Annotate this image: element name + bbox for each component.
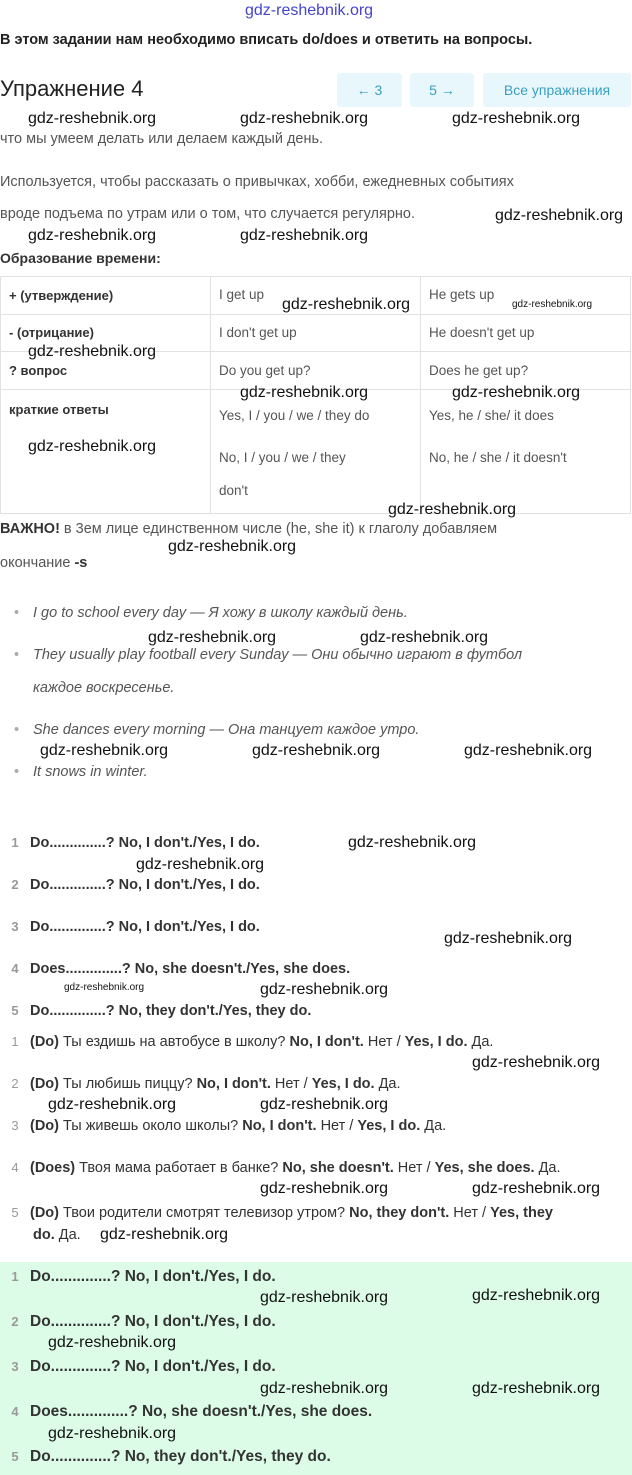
item-yes: Yes, I do. xyxy=(357,1118,421,1134)
table-cell: ? вопрос xyxy=(1,352,211,390)
list-item xyxy=(0,1358,276,1376)
watermark: gdz-reshebnik.org xyxy=(260,981,389,998)
watermark: gdz-reshebnik.org xyxy=(28,227,157,244)
item-yes: Yes, I do. xyxy=(311,1076,375,1092)
item-no-ru: Нет / xyxy=(270,1076,312,1092)
item-text: Do..............? No, I don't./Yes, I do. xyxy=(30,1358,276,1375)
watermark: gdz-reshebnik.org xyxy=(240,384,369,401)
watermark: gdz-reshebnik.org xyxy=(260,1180,389,1197)
item-number: 2 xyxy=(11,877,19,892)
item-number: 5 xyxy=(11,1205,19,1220)
watermark: gdz-reshebnik.org xyxy=(444,930,573,947)
watermark: gdz-reshebnik.org xyxy=(495,207,624,224)
table-cell: I get up xyxy=(211,277,421,315)
paragraph: Используется, чтобы рассказать о привычках, хобби, ежедневных событиях xyxy=(0,174,514,190)
watermark: gdz-reshebnik.org xyxy=(100,1226,229,1243)
item-number: 4 xyxy=(11,961,19,976)
watermark: gdz-reshebnik.org xyxy=(348,834,477,851)
watermark: gdz-reshebnik.org xyxy=(48,1425,177,1442)
watermark: gdz-reshebnik.org xyxy=(472,1287,601,1304)
watermark: gdz-reshebnik.org xyxy=(48,1334,177,1351)
list-item xyxy=(0,1160,561,1176)
watermark: gdz-reshebnik.org xyxy=(260,1096,389,1113)
item-aux: (Do) xyxy=(30,1076,59,1092)
list-item xyxy=(0,1076,401,1092)
example-item: • She dances every morning — Она танцует каждое утро. xyxy=(14,722,419,738)
item-number: 3 xyxy=(11,1359,19,1374)
watermark: gdz-reshebnik.org xyxy=(252,742,381,759)
table-cell: Do you get up? xyxy=(211,352,421,390)
table-cell: I don't get up xyxy=(211,315,421,352)
important-note-line2 xyxy=(0,555,87,571)
item-no: No, she doesn't. xyxy=(282,1160,394,1176)
list-item xyxy=(0,961,350,977)
watermark: gdz-reshebnik.org xyxy=(282,296,411,313)
table-cell: Yes, he / she/ it does xyxy=(429,408,554,423)
item-yes-ru: Да. xyxy=(467,1034,494,1050)
item-number: 4 xyxy=(11,1160,19,1175)
watermark: gdz-reshebnik.org xyxy=(168,538,297,555)
watermark: gdz-reshebnik.org xyxy=(245,2,374,19)
item-no-ru: Нет / xyxy=(316,1118,358,1134)
paragraph: вроде подъема по утрам или о том, что случается регулярно. xyxy=(0,206,416,222)
item-aux: (Does) xyxy=(30,1160,76,1176)
list-item xyxy=(0,1448,331,1466)
watermark: gdz-reshebnik.org xyxy=(136,856,265,873)
item-no-ru: Нет / xyxy=(393,1160,435,1176)
item-no: No, I don't. xyxy=(289,1034,364,1050)
table-cell: Does he get up? xyxy=(421,352,631,390)
item-number: 1 xyxy=(11,1269,19,1284)
item-yes: Yes, she does. xyxy=(434,1160,535,1176)
watermark: gdz-reshebnik.org xyxy=(40,742,169,759)
suffix: -s xyxy=(74,555,88,571)
watermark: gdz-reshebnik.org xyxy=(472,1380,601,1397)
important-text: в 3ем лице единственном числе (he, she it) к глаголу добавляем xyxy=(59,521,498,537)
watermark: gdz-reshebnik.org xyxy=(360,629,489,646)
item-no: No, they don't. xyxy=(349,1205,450,1221)
item-text: Do..............? No, I don't./Yes, I do. xyxy=(30,1268,276,1285)
table-cell: don't xyxy=(219,483,248,498)
all-exercises-button[interactable]: Все упражнения xyxy=(483,73,631,107)
item-text: Do..............? No, I don't./Yes, I do. xyxy=(30,877,260,893)
watermark: gdz-reshebnik.org xyxy=(260,1289,389,1306)
list-item xyxy=(0,1313,276,1331)
table-cell: + (утверждение) xyxy=(1,277,211,315)
table-cell: No, he / she / it doesn't xyxy=(429,450,567,465)
table-cell: Yes, I / you / we / they do xyxy=(219,408,370,423)
table-cell: - (отрицание) xyxy=(1,315,211,352)
item-number: 2 xyxy=(11,1314,19,1329)
item-aux: (Do) xyxy=(30,1118,59,1134)
page-title: Упражнение 4 xyxy=(0,76,144,101)
item-number: 1 xyxy=(11,835,19,850)
item-number: 5 xyxy=(11,1449,19,1464)
item-yes-ru: Да. xyxy=(420,1118,447,1134)
watermark: gdz-reshebnik.org xyxy=(452,110,581,127)
watermark: gdz-reshebnik.org xyxy=(28,438,157,455)
watermark: gdz-reshebnik.org xyxy=(64,982,145,993)
next-exercise-button[interactable]: 5 → xyxy=(410,73,474,107)
watermark: gdz-reshebnik.org xyxy=(464,742,593,759)
item-yes: Yes, I do. xyxy=(404,1034,468,1050)
watermark: gdz-reshebnik.org xyxy=(472,1180,601,1197)
example-item: • They usually play football every Sunday — Они обычно играют в футбол xyxy=(14,647,522,663)
item-question: Ты любишь пиццу? xyxy=(59,1076,197,1092)
item-yes-ru: Да. xyxy=(534,1160,561,1176)
item-text: Does..............? No, she doesn't./Yes, she does. xyxy=(30,961,351,977)
watermark: gdz-reshebnik.org xyxy=(240,227,369,244)
item-no: No, I don't. xyxy=(196,1076,271,1092)
watermark: gdz-reshebnik.org xyxy=(28,343,157,360)
list-item xyxy=(0,1003,311,1019)
watermark: gdz-reshebnik.org xyxy=(240,110,369,127)
item-question: Твои родители смотрят телевизор утром? xyxy=(59,1205,350,1221)
item-aux: (Do) xyxy=(30,1205,59,1221)
watermark: gdz-reshebnik.org xyxy=(48,1096,177,1113)
item-text: Does..............? No, she doesn't./Yes, she does. xyxy=(30,1403,373,1420)
list-item xyxy=(0,877,260,893)
item-yes-ru: Да. xyxy=(54,1227,81,1243)
watermark: gdz-reshebnik.org xyxy=(388,501,517,518)
item-no-ru: Нет / xyxy=(449,1205,491,1221)
item-text: Do..............? No, they don't./Yes, they do. xyxy=(30,1003,312,1019)
list-item xyxy=(0,919,260,935)
item-text: Do..............? No, they don't./Yes, they do. xyxy=(30,1448,331,1465)
intro-text: В этом задании нам необходимо вписать do/does и ответить на вопросы. xyxy=(0,32,533,48)
prev-exercise-button[interactable]: ← 3 xyxy=(337,73,402,107)
table-cell: He gets up xyxy=(421,277,631,315)
list-item xyxy=(0,1034,493,1050)
item-yes: Yes, they xyxy=(490,1205,553,1221)
formation-title: Образование времени: xyxy=(0,250,161,266)
table-cell: He doesn't get up xyxy=(421,315,631,352)
table-cell: No, I / you / we / they xyxy=(219,450,346,465)
watermark: gdz-reshebnik.org xyxy=(452,384,581,401)
watermark: gdz-reshebnik.org xyxy=(472,1054,601,1071)
watermark: gdz-reshebnik.org xyxy=(260,1380,389,1397)
important-label: ВАЖНО! xyxy=(0,521,60,537)
list-item xyxy=(0,1403,372,1421)
item-aux: (Do) xyxy=(30,1034,59,1050)
example-item: • I go to school every day — Я хожу в школу каждый день. xyxy=(14,605,408,621)
list-item xyxy=(0,1268,276,1286)
item-no-ru: Нет / xyxy=(363,1034,405,1050)
watermark: gdz-reshebnik.org xyxy=(512,299,593,310)
item-text: Do..............? No, I don't./Yes, I do. xyxy=(30,835,260,851)
item-number: 5 xyxy=(11,1003,19,1018)
table-cell: краткие ответы xyxy=(1,390,211,514)
item-text: Do..............? No, I don't./Yes, I do. xyxy=(30,1313,276,1330)
item-no: No, I don't. xyxy=(242,1118,317,1134)
important-note xyxy=(0,521,497,537)
item-number: 3 xyxy=(11,1118,19,1133)
important-text: окончание xyxy=(0,555,75,571)
item-question: Ты ездишь на автобусе в школу? xyxy=(59,1034,290,1050)
example-continuation: каждое воскресенье. xyxy=(33,680,175,696)
item-number: 2 xyxy=(11,1076,19,1091)
item-text: Do..............? No, I don't./Yes, I do. xyxy=(30,919,260,935)
list-item xyxy=(0,835,260,851)
example-item: • It snows in winter. xyxy=(14,764,148,780)
list-item xyxy=(0,1118,446,1134)
item-question: Ты живешь около школы? xyxy=(59,1118,243,1134)
item-number: 1 xyxy=(11,1034,19,1049)
item-question: Твоя мама работает в банке? xyxy=(75,1160,283,1176)
list-item xyxy=(0,1202,632,1246)
watermark: gdz-reshebnik.org xyxy=(148,629,277,646)
item-yes-ru: Да. xyxy=(374,1076,401,1092)
item-number: 3 xyxy=(11,919,19,934)
item-yes: do. xyxy=(33,1227,55,1243)
paragraph: что мы умеем делать или делаем каждый день. xyxy=(0,131,324,147)
item-number: 4 xyxy=(11,1404,19,1419)
watermark: gdz-reshebnik.org xyxy=(28,110,157,127)
